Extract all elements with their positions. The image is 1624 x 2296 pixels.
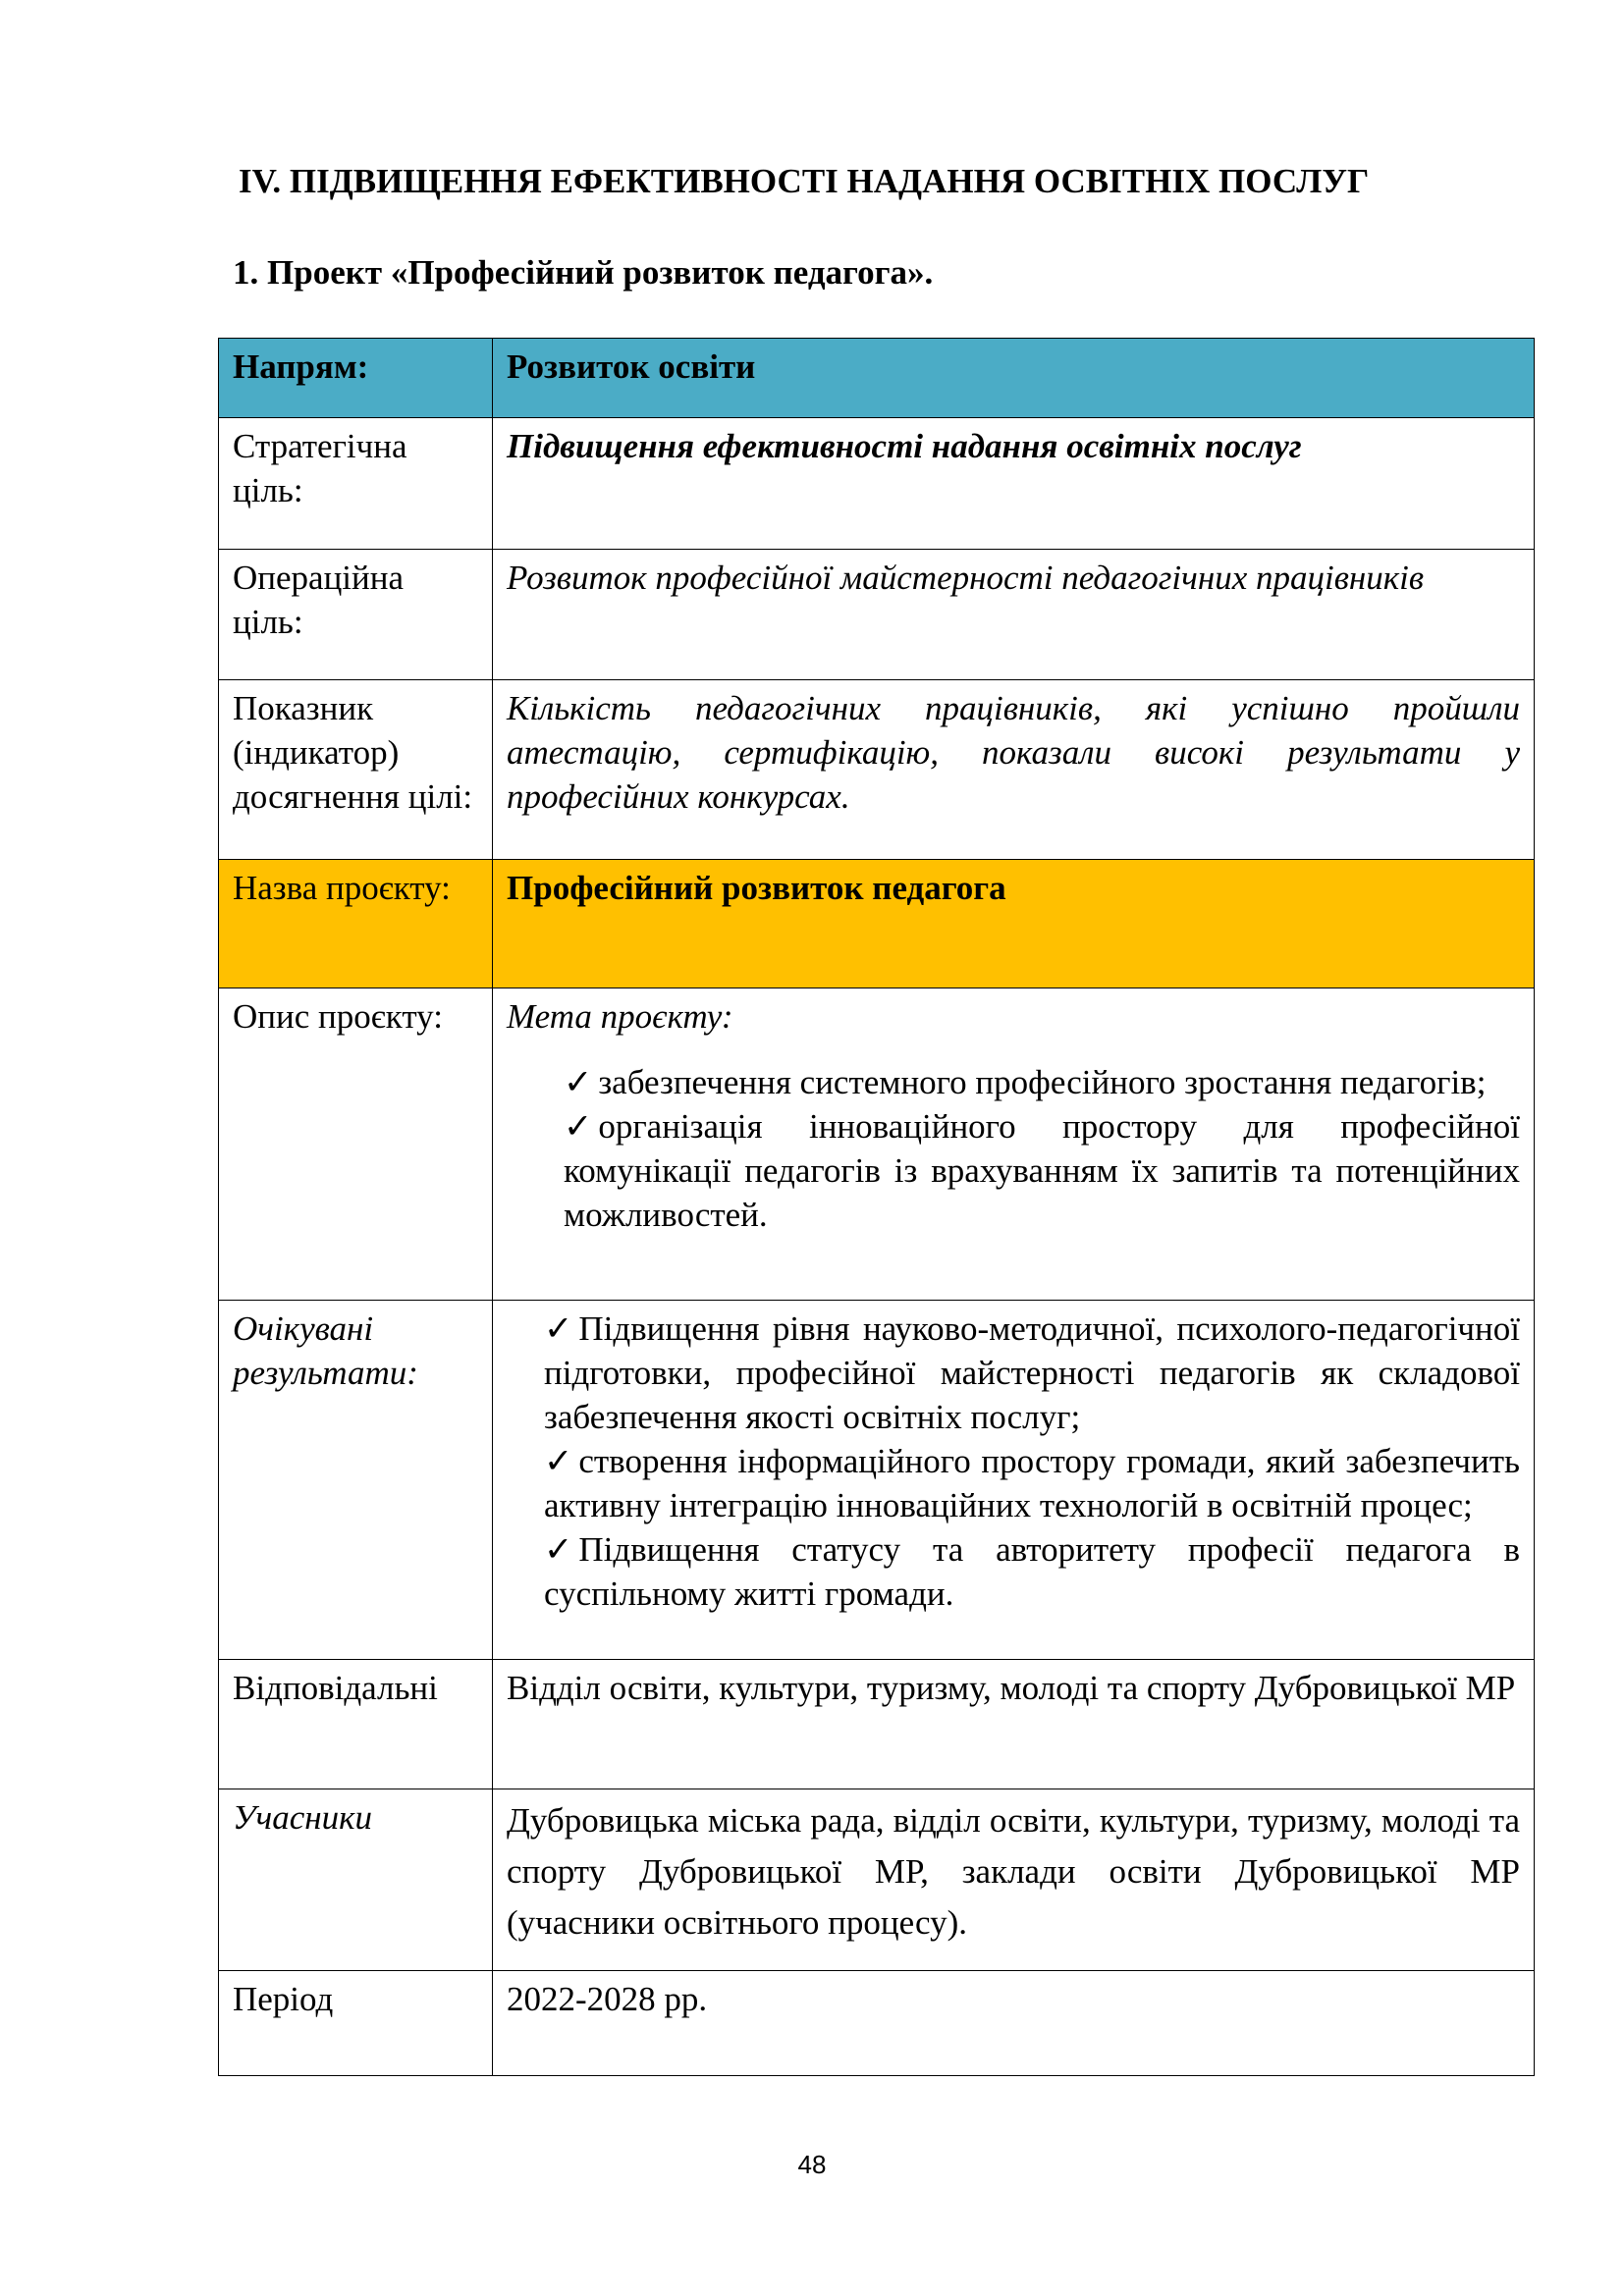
responsible-value: Відділ освіти, культури, туризму, молоді та спорту Дубровицької МР — [493, 1660, 1535, 1789]
project-passport-table — [218, 338, 1535, 2076]
page-number: 48 — [797, 2150, 827, 2179]
description-label: Опис проєкту: — [219, 988, 493, 1301]
row-responsible — [219, 1660, 1535, 1789]
checkmark-icon: ✓ — [564, 1107, 593, 1146]
list-item-text: забезпечення системного професійного зростання педагогів; — [598, 1063, 1487, 1101]
checkmark-icon: ✓ — [544, 1442, 573, 1480]
row-expected-results — [219, 1301, 1535, 1660]
list-item — [507, 1527, 1520, 1616]
list-item-text: Підвищення рівня науково-методичної, психолого-педагогічної підготовки, професійної майстерності педагогів як складової забезпечення якості освітніх послуг; — [544, 1309, 1520, 1436]
list-item — [507, 1307, 1520, 1439]
list-item — [507, 1104, 1520, 1237]
operational-goal-label: Операційна ціль: — [219, 550, 493, 680]
list-item — [507, 1060, 1520, 1104]
indicator-label: Показник (індикатор) досягнення цілі: — [219, 680, 493, 860]
direction-value: Розвиток освіти — [493, 339, 1535, 418]
description-cell — [493, 988, 1535, 1301]
row-strategic-goal — [219, 418, 1535, 550]
indicator-value: Кількість педагогічних працівників, які успішно пройшли атестацію, сертифікацію, показали високі результати у професійних конкурсах. — [493, 680, 1535, 860]
row-period — [219, 1971, 1535, 2076]
participants-label: Учасники — [219, 1789, 493, 1971]
row-participants — [219, 1789, 1535, 1971]
project-subheading: 1. Проект «Професійний розвиток педагога». — [233, 253, 934, 292]
row-description — [219, 988, 1535, 1301]
checkmark-icon: ✓ — [544, 1530, 573, 1569]
row-project-name — [219, 860, 1535, 988]
strategic-goal-label: Стратегічна ціль: — [219, 418, 493, 550]
list-item-text: організація інноваційного простору для професійної комунікації педагогів із врахуванням їх запитів та потенційних можливостей. — [564, 1107, 1520, 1234]
responsible-label: Відповідальні — [219, 1660, 493, 1789]
direction-label: Напрям: — [219, 339, 493, 418]
list-item-text: Підвищення статусу та авторитету професії педагога в суспільному житті громади. — [544, 1530, 1520, 1613]
participants-value: Дубровицька міська рада, відділ освіти, культури, туризму, молоді та спорту Дубровицької МР, заклади освіти Дубровицької МР (учасники освітнього процесу). — [493, 1789, 1535, 1971]
period-value: 2022-2028 рр. — [493, 1971, 1535, 2076]
project-name-value: Професійний розвиток педагога — [493, 860, 1535, 988]
project-name-label: Назва проєкту: — [219, 860, 493, 988]
expected-results-cell — [493, 1301, 1535, 1660]
checkmark-icon: ✓ — [564, 1063, 593, 1101]
section-heading: IV. ПІДВИЩЕННЯ ЕФЕКТИВНОСТІ НАДАННЯ ОСВІТНІХ ПОСЛУГ — [239, 162, 1370, 200]
checkmark-icon: ✓ — [544, 1309, 573, 1348]
list-item-text: створення інформаційного простору громади, який забезпечить активну інтеграцію інноваційних технологій в освітній процес; — [544, 1442, 1520, 1524]
list-item — [507, 1439, 1520, 1527]
row-operational-goal — [219, 550, 1535, 680]
row-indicator — [219, 680, 1535, 860]
aim-title: Мета проєкту: — [507, 997, 733, 1036]
strategic-goal-value: Підвищення ефективності надання освітніх послуг — [493, 418, 1535, 550]
period-label: Період — [219, 1971, 493, 2076]
operational-goal-value: Розвиток професійної майстерності педагогічних працівників — [493, 550, 1535, 680]
expected-results-label: Очікувані результати: — [219, 1301, 493, 1660]
row-direction — [219, 339, 1535, 418]
